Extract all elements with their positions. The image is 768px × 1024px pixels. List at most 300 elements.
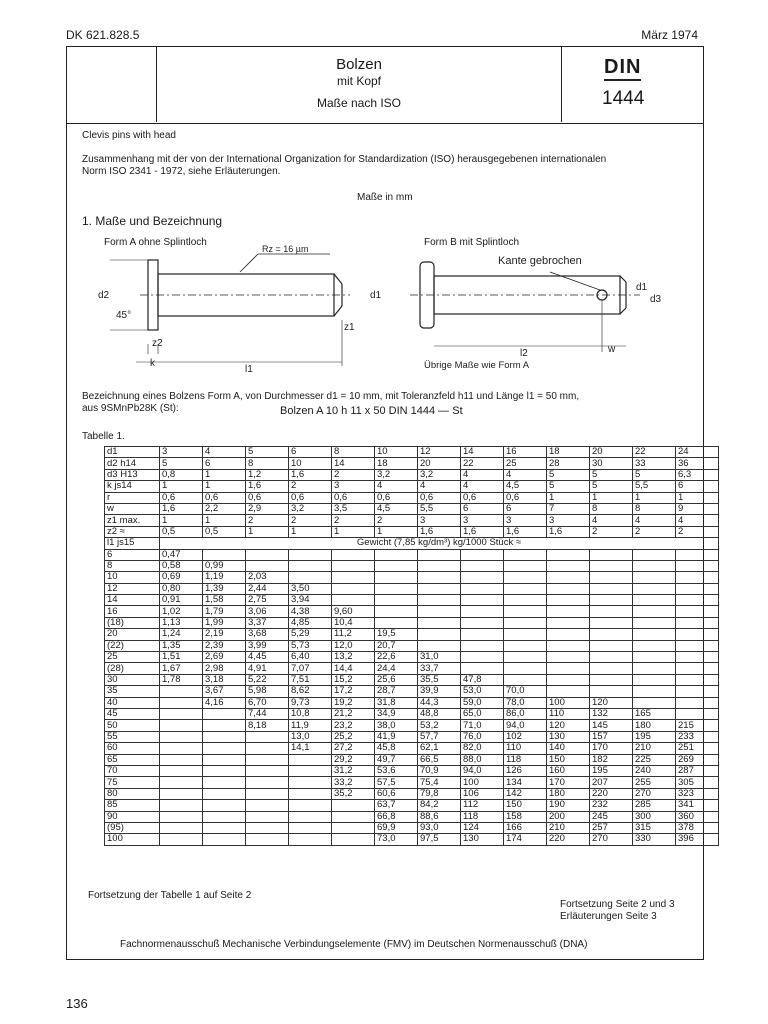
table-cell bbox=[160, 800, 203, 811]
table-caption: Tabelle 1. bbox=[82, 431, 125, 442]
table-cell: 1,19 bbox=[203, 572, 246, 583]
row-label-cell: 25 bbox=[105, 652, 160, 663]
table-cell bbox=[246, 560, 289, 571]
table-cell bbox=[332, 560, 375, 571]
table-cell: 233 bbox=[676, 731, 719, 742]
table-cell: 207 bbox=[590, 777, 633, 788]
row-label-cell: r bbox=[105, 492, 160, 503]
table-cell: 232 bbox=[590, 800, 633, 811]
table-row bbox=[105, 606, 719, 617]
table-cell: 34,9 bbox=[375, 708, 418, 719]
table-cell bbox=[203, 777, 246, 788]
table-row bbox=[105, 469, 719, 480]
table-cell bbox=[375, 560, 418, 571]
table-cell: 14,1 bbox=[289, 743, 332, 754]
table-cell: 4 bbox=[633, 515, 676, 526]
table-cell bbox=[160, 754, 203, 765]
table-cell: 3,5 bbox=[332, 503, 375, 514]
table-cell: 31,0 bbox=[418, 652, 461, 663]
table-cell: 53,0 bbox=[461, 686, 504, 697]
table-cell: 0,80 bbox=[160, 583, 203, 594]
table-cell: 2 bbox=[590, 526, 633, 537]
table-cell bbox=[203, 765, 246, 776]
table-cell bbox=[332, 800, 375, 811]
form-a-chamfer-top bbox=[334, 274, 342, 284]
table-cell bbox=[289, 811, 332, 822]
table-cell: 24 bbox=[676, 447, 719, 458]
table-cell: 5,22 bbox=[246, 674, 289, 685]
table-row bbox=[105, 800, 719, 811]
table-cell: 165 bbox=[633, 708, 676, 719]
table-cell: 4,16 bbox=[203, 697, 246, 708]
table-cell bbox=[246, 743, 289, 754]
page-subtitle: mit Kopf bbox=[336, 74, 381, 88]
table-cell: 5 bbox=[590, 481, 633, 492]
table-cell: 0,69 bbox=[160, 572, 203, 583]
table-cell bbox=[375, 617, 418, 628]
table-cell: 3 bbox=[461, 515, 504, 526]
table-cell: 1 bbox=[676, 492, 719, 503]
table-cell: 180 bbox=[633, 720, 676, 731]
table-cell: 8 bbox=[633, 503, 676, 514]
table-cell: 4 bbox=[590, 515, 633, 526]
table-cell bbox=[418, 629, 461, 640]
table-cell: 1,6 bbox=[246, 481, 289, 492]
table-cell: 0,6 bbox=[289, 492, 332, 503]
table-cell: 240 bbox=[633, 765, 676, 776]
document-reference: DK 621.828.5 bbox=[66, 28, 140, 42]
table-cell: 0,6 bbox=[418, 492, 461, 503]
table-cell: 215 bbox=[676, 720, 719, 731]
table-cell: 41,9 bbox=[375, 731, 418, 742]
table-cell: 33 bbox=[633, 458, 676, 469]
table-cell: 180 bbox=[547, 788, 590, 799]
row-label-cell: 65 bbox=[105, 754, 160, 765]
table-cell: 1 bbox=[160, 481, 203, 492]
table-cell: 1 bbox=[547, 492, 590, 503]
table-cell: 62,1 bbox=[418, 743, 461, 754]
table-cell: 1 bbox=[590, 492, 633, 503]
form-b-w-label: w bbox=[608, 344, 616, 355]
table-cell bbox=[160, 777, 203, 788]
table-cell: 14 bbox=[461, 447, 504, 458]
table-cell: 5,29 bbox=[289, 629, 332, 640]
table-cell: 245 bbox=[590, 811, 633, 822]
row-label-cell: 14 bbox=[105, 595, 160, 606]
table-cell: 7,51 bbox=[289, 674, 332, 685]
form-a-l1-label: l1 bbox=[245, 364, 253, 375]
row-label-cell: 8 bbox=[105, 560, 160, 571]
table-row bbox=[105, 503, 719, 514]
table-cell: 1,2 bbox=[246, 469, 289, 480]
table-cell bbox=[633, 697, 676, 708]
table-cell: 3,06 bbox=[246, 606, 289, 617]
table-cell: 2,19 bbox=[203, 629, 246, 640]
table-cell: 45,8 bbox=[375, 743, 418, 754]
table-cell: 48,8 bbox=[418, 708, 461, 719]
table-cell: 145 bbox=[590, 720, 633, 731]
table-cell: 170 bbox=[547, 777, 590, 788]
table-cell: 134 bbox=[504, 777, 547, 788]
table-cell: 0,91 bbox=[160, 595, 203, 606]
table-cell: 6 bbox=[289, 447, 332, 458]
table-row bbox=[105, 640, 719, 651]
table-cell: 69,9 bbox=[375, 822, 418, 833]
other-dims-label: Übrige Maße wie Form A bbox=[424, 360, 530, 371]
form-a-chamfer-bottom bbox=[334, 306, 342, 316]
table-cell bbox=[590, 583, 633, 594]
row-label-cell: 85 bbox=[105, 800, 160, 811]
table-row bbox=[105, 765, 719, 776]
table-cell: 2,98 bbox=[203, 663, 246, 674]
table-cell: 6,40 bbox=[289, 652, 332, 663]
row-label-cell: 40 bbox=[105, 697, 160, 708]
table-cell: 120 bbox=[590, 697, 633, 708]
table-cell: 150 bbox=[547, 754, 590, 765]
form-b-chamfer-bottom bbox=[620, 308, 626, 314]
table-cell: 4 bbox=[418, 481, 461, 492]
title-block bbox=[66, 46, 704, 124]
table-cell: 39,9 bbox=[418, 686, 461, 697]
table-cell: 3,67 bbox=[203, 686, 246, 697]
din-logo: DIN bbox=[604, 56, 641, 81]
table-cell: 1,6 bbox=[461, 526, 504, 537]
table-cell bbox=[676, 549, 719, 560]
table-cell bbox=[246, 788, 289, 799]
table-cell: 9 bbox=[676, 503, 719, 514]
table-cell: 94,0 bbox=[504, 720, 547, 731]
table-cell: 257 bbox=[590, 822, 633, 833]
row-label-cell: w bbox=[105, 503, 160, 514]
table-cell: 10,8 bbox=[289, 708, 332, 719]
table-cell: 25,2 bbox=[332, 731, 375, 742]
table-cell: 10 bbox=[289, 458, 332, 469]
form-a-d2-label: d2 bbox=[98, 290, 110, 301]
table-cell: 1,35 bbox=[160, 640, 203, 651]
table-cell: 3 bbox=[547, 515, 590, 526]
table-cell: 22 bbox=[633, 447, 676, 458]
row-label-cell: 90 bbox=[105, 811, 160, 822]
table-cell bbox=[633, 606, 676, 617]
table-cell: 12 bbox=[418, 447, 461, 458]
table-cell: 79,8 bbox=[418, 788, 461, 799]
table-cell: 4 bbox=[461, 481, 504, 492]
table-cell: 75,4 bbox=[418, 777, 461, 788]
table-cell bbox=[332, 595, 375, 606]
table-cell: 0,6 bbox=[203, 492, 246, 503]
table-cell: 110 bbox=[547, 708, 590, 719]
table-cell bbox=[160, 834, 203, 845]
table-cell: 63,7 bbox=[375, 800, 418, 811]
table-cell bbox=[676, 697, 719, 708]
table-cell: 27,2 bbox=[332, 743, 375, 754]
table-cell: 25,6 bbox=[375, 674, 418, 685]
table-cell bbox=[590, 640, 633, 651]
table-cell: 5 bbox=[590, 469, 633, 480]
table-row bbox=[105, 652, 719, 663]
table-cell: 78,0 bbox=[504, 697, 547, 708]
table-cell: 33,2 bbox=[332, 777, 375, 788]
table-cell: 66,8 bbox=[375, 811, 418, 822]
table-cell: 0,5 bbox=[203, 526, 246, 537]
table-cell: 28 bbox=[547, 458, 590, 469]
table-cell bbox=[289, 822, 332, 833]
table-cell bbox=[289, 777, 332, 788]
table-cell bbox=[676, 640, 719, 651]
table-row bbox=[105, 447, 719, 458]
table-cell bbox=[633, 560, 676, 571]
table-cell bbox=[676, 629, 719, 640]
form-b-l2-label: l2 bbox=[520, 348, 528, 359]
table-cell bbox=[633, 640, 676, 651]
table-cell bbox=[289, 800, 332, 811]
table-cell: 225 bbox=[633, 754, 676, 765]
table-cell bbox=[633, 617, 676, 628]
table-cell bbox=[246, 765, 289, 776]
committee-note: Fachnormenausschuß Mechanische Verbindungselemente (FMV) im Deutschen Normenausschuß (DNA) bbox=[120, 939, 588, 950]
table-cell: 53,6 bbox=[375, 765, 418, 776]
table-cell bbox=[676, 560, 719, 571]
table-cell bbox=[246, 777, 289, 788]
table-cell: 82,0 bbox=[461, 743, 504, 754]
table-cell bbox=[289, 560, 332, 571]
table-cell: 73,0 bbox=[375, 834, 418, 845]
table-cell bbox=[289, 549, 332, 560]
table-cell: 20 bbox=[590, 447, 633, 458]
row-label-cell: 6 bbox=[105, 549, 160, 560]
table-cell bbox=[418, 549, 461, 560]
table-cell bbox=[590, 663, 633, 674]
din-cell bbox=[561, 46, 704, 122]
table-cell: 47,8 bbox=[461, 674, 504, 685]
table-row bbox=[105, 822, 719, 833]
table-cell bbox=[332, 811, 375, 822]
table-cell: 210 bbox=[547, 822, 590, 833]
table-row bbox=[105, 492, 719, 503]
row-label-cell: k js14 bbox=[105, 481, 160, 492]
table-cell bbox=[547, 686, 590, 697]
table-cell: 1,58 bbox=[203, 595, 246, 606]
table-cell: 10,4 bbox=[332, 617, 375, 628]
table-cell: 0,6 bbox=[246, 492, 289, 503]
table-cell: 341 bbox=[676, 800, 719, 811]
table-cell bbox=[203, 822, 246, 833]
table-cell: 88,6 bbox=[418, 811, 461, 822]
table-cell: 4 bbox=[461, 469, 504, 480]
surface-leader bbox=[240, 254, 330, 272]
table-cell: 255 bbox=[633, 777, 676, 788]
table-cell bbox=[590, 674, 633, 685]
table-cell bbox=[160, 788, 203, 799]
table-cell bbox=[547, 595, 590, 606]
table-cell: 57,5 bbox=[375, 777, 418, 788]
title-block-left-cell bbox=[66, 46, 157, 122]
table-cell: 142 bbox=[504, 788, 547, 799]
table-cell: 31,2 bbox=[332, 765, 375, 776]
table-row bbox=[105, 595, 719, 606]
table-cell: 140 bbox=[547, 743, 590, 754]
table-cell bbox=[246, 811, 289, 822]
table-row bbox=[105, 617, 719, 628]
table-cell: 3 bbox=[332, 481, 375, 492]
table-row bbox=[105, 515, 719, 526]
table-row bbox=[105, 754, 719, 765]
table-cell: 8 bbox=[590, 503, 633, 514]
table-cell: 19,5 bbox=[375, 629, 418, 640]
form-a-drawing bbox=[110, 254, 350, 366]
table-cell bbox=[676, 686, 719, 697]
table-cell bbox=[418, 583, 461, 594]
form-a-angle-label: 45° bbox=[116, 310, 132, 321]
table-cell: 6 bbox=[461, 503, 504, 514]
table-row bbox=[105, 834, 719, 845]
table-cell: 4,5 bbox=[375, 503, 418, 514]
table-cell bbox=[590, 629, 633, 640]
table-cell: 7,07 bbox=[289, 663, 332, 674]
table-cell: 287 bbox=[676, 765, 719, 776]
table-cell: 3,99 bbox=[246, 640, 289, 651]
intro-text-2: Norm ISO 2341 - 1972, siehe Erläuterungen. bbox=[82, 166, 281, 177]
table-cell bbox=[461, 560, 504, 571]
table-cell: 305 bbox=[676, 777, 719, 788]
table-cell bbox=[160, 697, 203, 708]
table-cell: 36 bbox=[676, 458, 719, 469]
table-cell bbox=[633, 595, 676, 606]
table-cell: 20,7 bbox=[375, 640, 418, 651]
form-a-z1-label: z1 bbox=[344, 322, 355, 333]
table-cell bbox=[676, 583, 719, 594]
table-cell: 1,78 bbox=[160, 674, 203, 685]
table-cell bbox=[504, 583, 547, 594]
table-cell: 0,5 bbox=[160, 526, 203, 537]
form-a-z2-label: z2 bbox=[152, 338, 163, 349]
table-cell: 4,85 bbox=[289, 617, 332, 628]
table-cell bbox=[504, 595, 547, 606]
table-cell: 53,2 bbox=[418, 720, 461, 731]
table-cell bbox=[160, 811, 203, 822]
row-label-cell: 35 bbox=[105, 686, 160, 697]
table-cell: 94,0 bbox=[461, 765, 504, 776]
table-row bbox=[105, 731, 719, 742]
table-cell bbox=[418, 595, 461, 606]
table-cell bbox=[547, 652, 590, 663]
table-cell: 269 bbox=[676, 754, 719, 765]
page-subtitle-iso: Maße nach ISO bbox=[316, 96, 402, 110]
table-cell: 22 bbox=[461, 458, 504, 469]
table-row bbox=[105, 697, 719, 708]
l1-label-cell: l1 js15 bbox=[105, 538, 160, 549]
table-cell: 18 bbox=[547, 447, 590, 458]
table-cell: 6,3 bbox=[676, 469, 719, 480]
table-cell bbox=[461, 572, 504, 583]
table-cell: 1,67 bbox=[160, 663, 203, 674]
table-cell: 170 bbox=[590, 743, 633, 754]
row-label-cell: 10 bbox=[105, 572, 160, 583]
table-cell: 0,6 bbox=[375, 492, 418, 503]
table-cell: 71,0 bbox=[461, 720, 504, 731]
table-cell bbox=[160, 720, 203, 731]
table-cell: 5 bbox=[547, 469, 590, 480]
table-cell: 11,9 bbox=[289, 720, 332, 731]
table-cell: 4 bbox=[504, 469, 547, 480]
form-b-labels bbox=[424, 255, 662, 371]
form-b-d1-label: d1 bbox=[636, 282, 648, 293]
table-cell: 7,44 bbox=[246, 708, 289, 719]
table-cell: 1,13 bbox=[160, 617, 203, 628]
table-cell: 285 bbox=[633, 800, 676, 811]
table-cell bbox=[203, 708, 246, 719]
table-cell bbox=[547, 663, 590, 674]
table-cell: 3,68 bbox=[246, 629, 289, 640]
table-cell: 35,2 bbox=[332, 788, 375, 799]
row-label-cell: 12 bbox=[105, 583, 160, 594]
table-cell bbox=[461, 617, 504, 628]
table-cell: 100 bbox=[461, 777, 504, 788]
table-cell bbox=[590, 606, 633, 617]
table-cell bbox=[332, 822, 375, 833]
table-cell bbox=[289, 765, 332, 776]
table-cell bbox=[504, 549, 547, 560]
table-cell bbox=[203, 731, 246, 742]
table-cell bbox=[547, 617, 590, 628]
table-cell: 28,7 bbox=[375, 686, 418, 697]
table-cell: 118 bbox=[504, 754, 547, 765]
table-cell: 1 bbox=[633, 492, 676, 503]
table-cell: 118 bbox=[461, 811, 504, 822]
table-cell: 70,9 bbox=[418, 765, 461, 776]
table-cell: 8,62 bbox=[289, 686, 332, 697]
table-cell bbox=[289, 572, 332, 583]
table-cell: 174 bbox=[504, 834, 547, 845]
table-cell: 4 bbox=[676, 515, 719, 526]
table-cell bbox=[547, 583, 590, 594]
table-cell: 4 bbox=[375, 481, 418, 492]
table-row bbox=[105, 720, 719, 731]
table-cell: 3,2 bbox=[289, 503, 332, 514]
form-b-label: Form B mit Splintloch bbox=[424, 237, 520, 248]
table-cell: 1,6 bbox=[289, 469, 332, 480]
row-label-cell: d1 bbox=[105, 447, 160, 458]
table-cell: 0,58 bbox=[160, 560, 203, 571]
table-cell: 2,44 bbox=[246, 583, 289, 594]
table-cell: 3,37 bbox=[246, 617, 289, 628]
table-cell: 59,0 bbox=[461, 697, 504, 708]
table-cell: 4,38 bbox=[289, 606, 332, 617]
table-row bbox=[105, 549, 719, 560]
table-cell bbox=[504, 652, 547, 663]
table-cell bbox=[590, 652, 633, 663]
table-cell: 86,0 bbox=[504, 708, 547, 719]
table-cell: 30 bbox=[590, 458, 633, 469]
table-cell bbox=[461, 595, 504, 606]
table-row bbox=[105, 708, 719, 719]
table-cell: 0,47 bbox=[160, 549, 203, 560]
row-label-cell: d2 h14 bbox=[105, 458, 160, 469]
table-row bbox=[105, 481, 719, 492]
table-cell: 1,6 bbox=[418, 526, 461, 537]
table-cell bbox=[160, 708, 203, 719]
designation-line-2: aus 9SMnPb28K (St): bbox=[82, 403, 179, 414]
table-cell bbox=[590, 572, 633, 583]
table-cell: 6 bbox=[203, 458, 246, 469]
table-cell: 102 bbox=[504, 731, 547, 742]
table-cell: 21,2 bbox=[332, 708, 375, 719]
table-cell: 66,5 bbox=[418, 754, 461, 765]
table-cell bbox=[547, 674, 590, 685]
table-cell bbox=[547, 629, 590, 640]
table-cell: 132 bbox=[590, 708, 633, 719]
table-row bbox=[105, 583, 719, 594]
